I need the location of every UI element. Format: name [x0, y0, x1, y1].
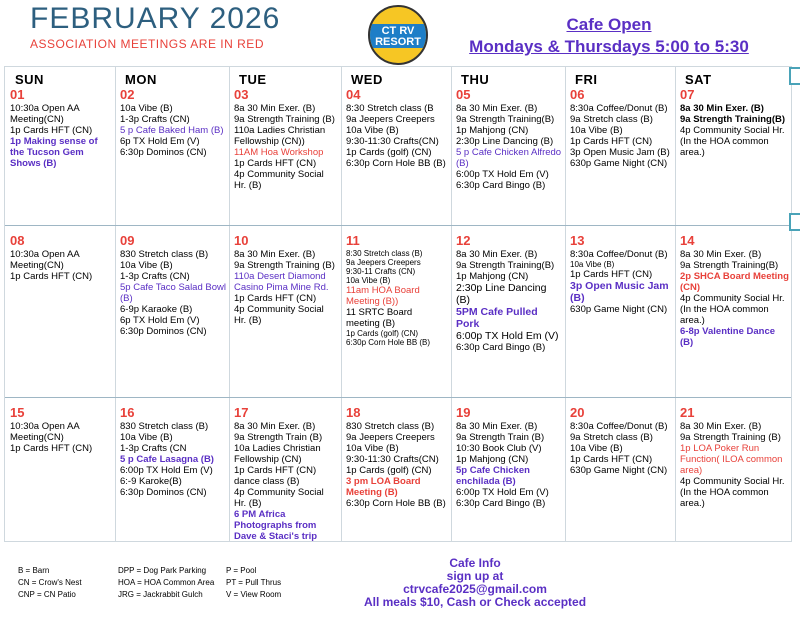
event-line: 10a Vibe (B) [346, 276, 391, 285]
day-cell [346, 87, 448, 169]
event-line: 8a 30 Min Exer. (B) [234, 103, 316, 114]
event-line: 110a Desert Diamond Casino Pima Mine Rd. [234, 271, 329, 293]
logo-text-bottom: RESORT [375, 36, 421, 48]
event-line: 630p Game Night (CN) [570, 304, 668, 315]
event-line: 830 Stretch class (B) [346, 421, 435, 432]
legend-item: V = View Room [226, 590, 282, 599]
day-number: 07 [680, 87, 695, 102]
cafe-info-signup: sign up at [446, 569, 504, 583]
event-line: 6:30p Dominos (CN) [120, 147, 207, 158]
event-line: 6:30p Corn Hole BB (B) [346, 498, 446, 509]
day-number: 06 [570, 87, 585, 102]
event-line: 1p Mahjong (CN) [456, 125, 529, 136]
day-number: 19 [456, 405, 471, 420]
event-line: 3 pm LOA Board Meeting (B) [346, 476, 421, 498]
event-line: 9a Strength Training(B) [680, 114, 786, 125]
event-line: 4p Community Social Hr. (In the HOA common area.) [680, 476, 785, 509]
event-line: 10a Vibe (B) [570, 125, 623, 136]
event-line: 6:30p Card Bingo (B) [456, 342, 546, 353]
page-title: FEBRUARY 2026 [30, 2, 281, 35]
day-number: 05 [456, 87, 471, 102]
day-number: 03 [234, 87, 249, 102]
event-line: 6:00p TX Hold Em (V) [456, 487, 549, 498]
event-line: 1p Mahjong (CN) [456, 454, 529, 465]
event-line: 1p Cards HFT (CN) [234, 465, 317, 476]
day-cell [570, 87, 672, 169]
day-cell [346, 405, 448, 509]
event-line: 1p Cards HFT (CN) [570, 269, 653, 280]
event-line: 6-9p Karaoke (B) [120, 304, 193, 315]
event-line: 9a Strength Training (B) [234, 114, 335, 125]
legend-col-1 [18, 565, 82, 601]
day-number: 04 [346, 87, 361, 102]
legend-item: DPP = Dog Park Parking [118, 566, 207, 575]
calendar-grid [4, 66, 792, 542]
column-divider [229, 67, 230, 541]
event-line: 6:00p TX Hold Em (V) [456, 330, 559, 342]
legend-item: JRG = Jackrabbit Gulch [118, 590, 203, 599]
event-line: 5 p Cafe Lasagna (B) [120, 454, 214, 465]
event-line: 1p Cards (golf) (CN) [346, 329, 419, 338]
legend-col-2 [118, 565, 214, 601]
event-line: 10:30 Book Club (V) [456, 443, 542, 454]
legend-item: B = Barn [18, 566, 50, 575]
event-line: 9a Stretch class (B) [570, 432, 653, 443]
event-line: 9a Strength Training(B) [680, 260, 779, 271]
event-line: 9a Strength Training(B) [456, 114, 555, 125]
day-number: 12 [456, 233, 471, 248]
day-header-fri: FRI [575, 72, 598, 87]
day-cell [570, 233, 672, 315]
event-line: 3p Open Music Jam (B) [570, 280, 669, 304]
day-cell [456, 233, 562, 353]
event-line: 1p Cards HFT (CN) [10, 271, 93, 282]
event-line: 630p Game Night (CN) [570, 465, 668, 476]
column-divider [341, 67, 342, 541]
legend-item: HOA = HOA Common Area [118, 578, 215, 587]
event-line: 5 p Cafe Baked Ham (B) [120, 125, 224, 136]
event-line: 2:30p Line Dancing (B) [456, 282, 547, 306]
day-cell [570, 405, 672, 476]
association-note: ASSOCIATION MEETINGS ARE IN RED [30, 37, 264, 51]
day-number: 11 [346, 233, 360, 248]
legend-item: CN = Crow's Nest [18, 578, 82, 587]
event-line: 1p Cards HFT (CN) [234, 158, 317, 169]
event-line: 4p Community Social Hr. (In the HOA common area.) [680, 293, 785, 326]
day-cell [680, 233, 790, 348]
event-line: 1p Cards HFT (CN) [10, 125, 93, 136]
event-line: 6:30p Card Bingo (B) [456, 180, 546, 191]
event-line: 6:30p Corn Hole BB (B) [346, 158, 446, 169]
event-line: 4p Community Social Hr. (B) [234, 487, 324, 509]
event-line: 110a Ladies Christian Fellowship (CN)) [234, 125, 326, 147]
event-line: 8a 30 Min Exer. (B) [456, 249, 538, 260]
event-line: dance class (B) [234, 476, 300, 487]
edge-tab [789, 213, 800, 231]
event-line: 6-8p Valentine Dance (B) [680, 326, 776, 348]
cafe-open-title: Cafe Open [566, 15, 652, 34]
day-number: 21 [680, 405, 695, 420]
event-line: 1-3p Crafts (CN) [120, 271, 190, 282]
column-divider [451, 67, 452, 541]
day-number: 20 [570, 405, 585, 420]
day-cell [10, 87, 112, 169]
day-number: 14 [680, 233, 695, 248]
day-cell [234, 87, 338, 191]
event-line: 1p Mahjong (CN) [456, 271, 529, 282]
event-line: 9:30-11:30 Crafts(CN) [346, 136, 439, 147]
day-number: 15 [10, 405, 25, 420]
event-line: 8a 30 Min Exer. (B) [456, 421, 538, 432]
event-line: 1p Cards HFT (CN) [570, 454, 653, 465]
cafe-open-notice [444, 14, 774, 58]
day-number: 13 [570, 233, 585, 248]
event-line: 6p TX Hold Em (V) [120, 136, 200, 147]
event-line: 5p Cafe Chicken enchilada (B) [456, 465, 530, 487]
event-line: 3p Open Music Jam (B) [570, 147, 670, 158]
cafe-info-price: All meals $10, Cash or Check accepted [363, 595, 587, 609]
event-line: 6p TX Hold Em (V) [120, 315, 200, 326]
event-line: 1p Cards (golf) (CN) [346, 465, 432, 476]
event-line: 9a Strength Training (B) [680, 432, 781, 443]
day-cell [456, 87, 562, 191]
edge-tab [789, 67, 800, 85]
event-line: 4p Community Social Hr. (B) [234, 169, 324, 191]
event-line: 1p Cards (golf) (CN) [346, 147, 432, 158]
day-header-thu: THU [461, 72, 490, 87]
day-header-wed: WED [351, 72, 383, 87]
day-cell [120, 405, 226, 498]
event-line: 8a 30 Min Exer. (B) [680, 103, 764, 114]
resort-logo [368, 5, 428, 65]
column-divider [115, 67, 116, 541]
event-line: 11am HOA Board Meeting (B)) [346, 285, 420, 307]
event-line: 8:30 Stretch class (B) [346, 249, 423, 258]
event-line: 8:30a Coffee/Donut (B) [570, 421, 668, 432]
event-line: 9a Strength Training(B) [456, 260, 555, 271]
day-header-mon: MON [125, 72, 157, 87]
event-line: 6:30p Card Bingo (B) [456, 498, 546, 509]
day-number: 09 [120, 233, 135, 248]
event-line: 11AM Hoa Workshop [234, 147, 324, 158]
day-header-sat: SAT [685, 72, 712, 87]
event-line: 8a 30 Min Exer. (B) [680, 249, 762, 260]
cafe-info [330, 557, 620, 609]
event-line: 9:30-11:30 Crafts(CN) [346, 454, 439, 465]
week-divider [5, 225, 791, 226]
event-line: 1p LOA Poker Run Function( ILOA common area) [680, 443, 783, 476]
event-line: 630p Game Night (CN) [570, 158, 668, 169]
week-divider [5, 397, 791, 398]
event-line: 11 SRTC Board meeting (B) [346, 307, 413, 329]
day-cell [10, 405, 112, 454]
event-line: 5 p Cafe Chicken Alfredo (B) [456, 147, 562, 169]
event-line: 5PM Cafe Pulled Pork [456, 306, 538, 330]
day-cell [234, 233, 338, 326]
event-line: 9:30-11 Crafts (CN) [346, 267, 416, 276]
event-line: 4p Community Social Hr. (B) [234, 304, 324, 326]
day-cell [346, 233, 448, 347]
column-divider [565, 67, 566, 541]
day-cell [120, 233, 226, 337]
cafe-open-hours: Mondays & Thursdays 5:00 to 5:30 [469, 37, 749, 56]
event-line: 4p Community Social Hr. (In the HOA common area.) [680, 125, 785, 158]
event-line: 8:30 Stretch class (B [346, 103, 434, 114]
event-line: 9a Stretch class (B) [570, 114, 653, 125]
event-line: 10a Vibe (B) [346, 125, 399, 136]
cafe-info-title: Cafe Info [449, 556, 501, 570]
event-line: 9a Jeepers Creepers [346, 258, 421, 267]
event-line: 6:00p TX Hold Em (V) [120, 465, 213, 476]
event-line: 5p Cafe Taco Salad Bowl (B) [120, 282, 226, 304]
event-line: 830 Stretch class (B) [120, 421, 209, 432]
event-line: 10a Vibe (B) [570, 260, 615, 269]
event-line: 10a Vibe (B) [120, 432, 173, 443]
event-line: 8:30a Coffee/Donut (B) [570, 103, 668, 114]
event-line: 2:30p Line Dancing (B) [456, 136, 554, 147]
event-line: 6:-9 Karoke(B) [120, 476, 182, 487]
legend-item: PT = Pull Thrus [226, 578, 282, 587]
event-line: 10a Vibe (B) [346, 443, 399, 454]
day-cell [680, 87, 790, 158]
legend-item: CNP = CN Patio [18, 590, 76, 599]
column-divider [675, 67, 676, 541]
event-line: 9a Jeepers Creepers [346, 432, 435, 443]
day-number: 10 [234, 233, 249, 248]
day-header-sun: SUN [15, 72, 44, 87]
event-line: 8a 30 Min Exer. (B) [680, 421, 762, 432]
event-line: 10a Ladies Christian Fellowship (CN) [234, 443, 321, 465]
event-line: 9a Strength Training (B) [234, 260, 335, 271]
event-line: 1p Cards HFT (CN) [10, 443, 93, 454]
event-line: 6:30p Corn Hole BB (B) [346, 338, 431, 347]
day-cell [456, 405, 562, 509]
day-cell [680, 405, 790, 509]
event-line: 8a 30 Min Exer. (B) [456, 103, 538, 114]
day-header-tue: TUE [239, 72, 267, 87]
event-line: 1p Cards HFT (CN) [234, 293, 317, 304]
event-line: 1p Cards HFT (CN) [570, 136, 653, 147]
day-cell [234, 405, 338, 542]
event-line: 10a Vibe (B) [570, 443, 623, 454]
day-number: 16 [120, 405, 135, 420]
cafe-info-email: ctrvcafe2025@gmail.com [403, 582, 547, 596]
event-line: 10a Vibe (B) [120, 103, 173, 114]
day-number: 17 [234, 405, 249, 420]
event-line: 10:30a Open AA Meeting(CN) [10, 249, 80, 271]
event-line: 9a Jeepers Creepers [346, 114, 435, 125]
event-line: 10:30a Open AA Meeting(CN) [10, 103, 80, 125]
day-number: 18 [346, 405, 361, 420]
legend-col-3 [226, 565, 281, 601]
event-line: 8a 30 Min Exer. (B) [234, 249, 316, 260]
day-cell [120, 87, 226, 158]
event-line: 10:30a Open AA Meeting(CN) [10, 421, 80, 443]
day-number: 01 [10, 87, 25, 102]
event-line: 2p SHCA Board Meeting (CN) [680, 271, 789, 293]
event-line: 1-3p Crafts (CN) [120, 114, 190, 125]
event-line: 6:00p TX Hold Em (V) [456, 169, 549, 180]
event-line: 6:30p Dominos (CN) [120, 326, 207, 337]
event-line: 830 Stretch class (B) [120, 249, 209, 260]
day-number: 02 [120, 87, 135, 102]
day-cell [10, 233, 112, 282]
legend-item: P = Pool [226, 566, 257, 575]
event-line: 10a Vibe (B) [120, 260, 173, 271]
event-line: 8:30a Coffee/Donut (B) [570, 249, 668, 260]
event-line: 1p Making sense of the Tucson Gem Shows (B) [10, 136, 98, 169]
event-line: 1-3p Crafts (CN [120, 443, 187, 454]
event-line: 6 PM Africa Photographs from Dave & Staci's trip [234, 509, 318, 542]
logo-text-top: CT RV [381, 25, 415, 37]
event-line: 9a Strength Train (B) [234, 432, 323, 443]
event-line: 6:30p Dominos (CN) [120, 487, 207, 498]
event-line: 8a 30 Min Exer. (B) [234, 421, 316, 432]
event-line: 9a Strength Train (B) [456, 432, 545, 443]
day-number: 08 [10, 233, 25, 248]
